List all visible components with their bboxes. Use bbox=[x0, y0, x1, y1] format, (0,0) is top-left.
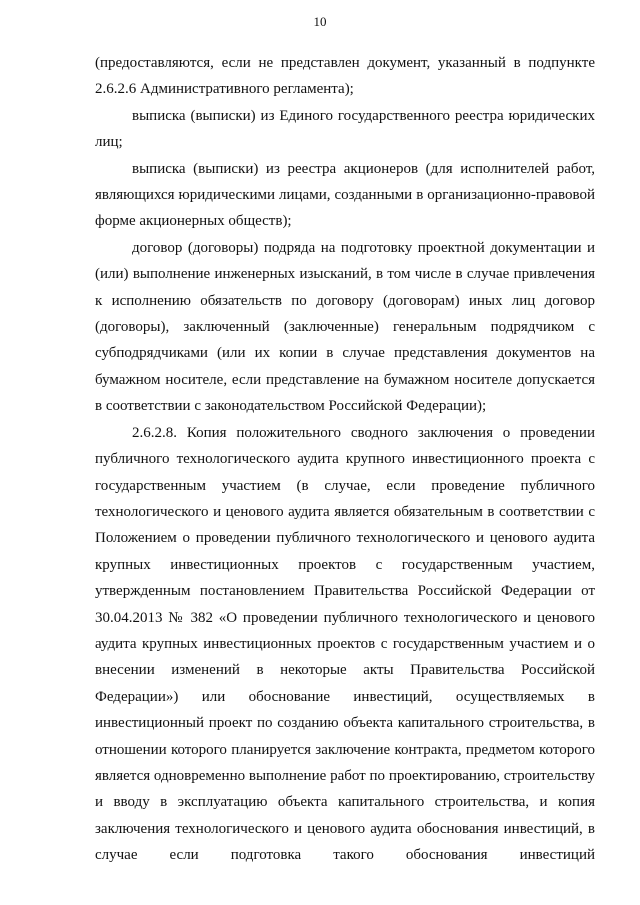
paragraph-continuation: (предоставляются, если не представлен документ, указанный в подпункте 2.6.2.6 Административного регламента); bbox=[95, 55, 595, 98]
paragraph-2-6-2-8: 2.6.2.8. Копия положительного сводного заключения о проведении публичного технологического аудита крупного инвестиционного проекта с государственным участием (в случае, если проведение публичного технологического и ценового аудита является обязательным в соответствии с Положением о проведении публичного технологического и ценового аудита крупных инвестиционных проектов с государственным участием, утвержденным постановлением Правительства Российской Федерации от 30.04.2013 № 382 «О проведении публичного технологического и ценового аудита крупных инвестиционных проектов с государственным участием и о внесении изменений в некоторые акты Правительства Российской Федерации») или обоснование инвестиций, осуществляемых в инвестиционный проект по созданию объекта капитального строительства, в отношении которого планируется заключение контракта, предметом которого является одновременно выполнение работ по проектированию, строительству и вводу в эксплуатацию объекта капитального строительства, и копия заключения технологического и ценового аудита обоснования инвестиций, в случае если подготовка такого обоснования инвестиций bbox=[95, 424, 595, 864]
paragraph-contracts: договор (договоры) подряда на подготовку проектной документации и (или) выполнение инженерных изысканий, в том числе в случае привлечения к исполнению обязательств по договору (договорам) иных лиц договор (договоры), заключенный (заключенные) генеральным подрядчиком с субподрядчиками (или их копии в случае представления документов на бумажном носителе, если представление на бумажном носителе допускается в соответствии с законодательством Российской Федерации); bbox=[95, 239, 595, 415]
page-number: 10 bbox=[313, 14, 327, 29]
paragraph-shareholder-register: выписка (выписки) из реестра акционеров (для исполнителей работ, являющихся юридическими лицами, созданными в организационно-правовой форме акционерных обществ); bbox=[95, 160, 595, 230]
paragraph-egrul-extract: выписка (выписки) из Единого государственного реестра юридических лиц; bbox=[95, 107, 595, 151]
page-body bbox=[95, 50, 595, 869]
